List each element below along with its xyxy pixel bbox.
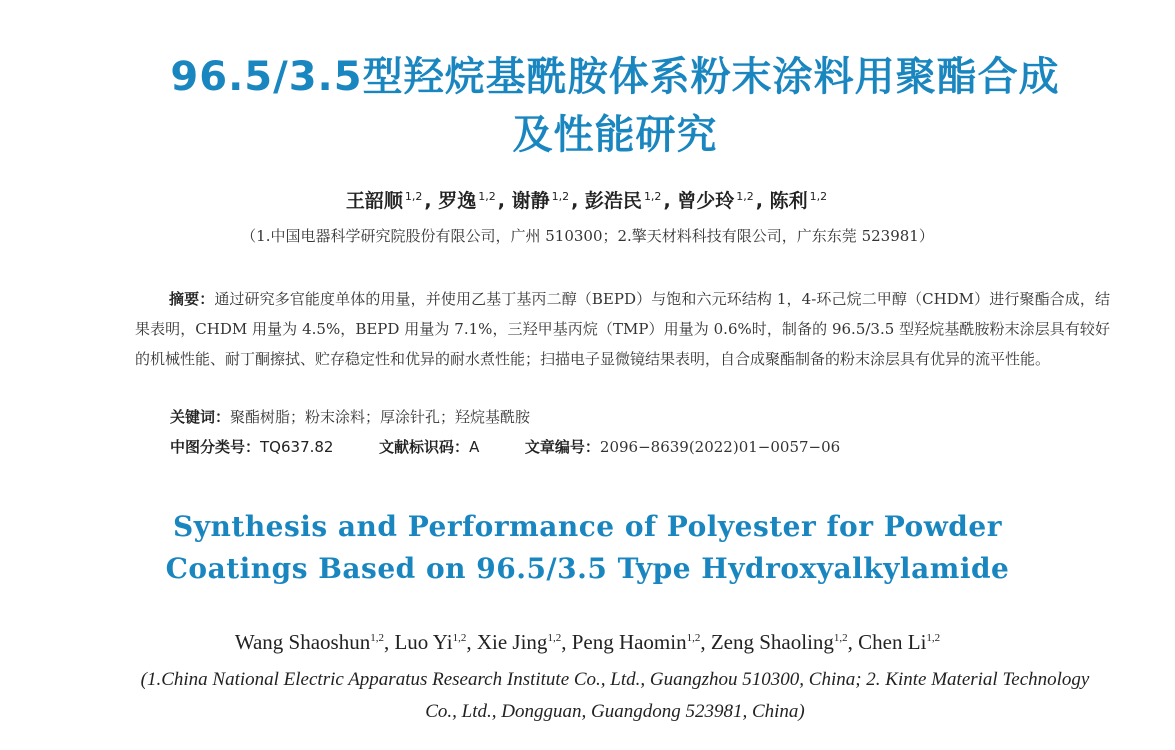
doc-code-value: A <box>469 438 480 456</box>
author: Wang Shaoshun$^{1,2}$, <box>234 630 395 654</box>
chinese-author-list <box>0 186 1175 213</box>
article-no-value: 2096−8639(2022)01−0057−06 <box>599 438 841 456</box>
author: Luo Yi$^{1,2}$, <box>394 630 477 654</box>
chinese-abstract <box>135 284 1110 374</box>
abstract-label: 摘要： <box>169 290 215 308</box>
author: 谢静 $^{1,2}$ , <box>511 189 579 212</box>
chinese-affiliation: （1.中国电器科学研究院股份有限公司，广州 510300；2.擎天材料科技有限公司，广东东莞 523981） <box>241 227 934 245</box>
doc-code-label: 文献标识码： <box>379 438 470 456</box>
author: 罗逸 $^{1,2}$ , <box>438 189 505 212</box>
abstract-text: 通过研究多官能度单体的用量，并使用乙基丁基丙二醇（BEPD）与饱和六元环结构 1，4-环己烷二甲醇（CHDM）进行聚酯合成，结果表明，CHDM 用量为 4.5%，BEPD 用量为 7.1%，三羟甲基丙烷（TMP）用量为 0.6%时，制备的 96.5/3.5 型羟烷基酰胺粉末涂层具有较好的机械性能、耐丁酮擦拭、贮存稳定性和优异的耐水煮性能；扫描电子显微镜结果表明，自合成聚酯制备的粉末涂层具有优异的流平性能。 <box>135 290 1110 368</box>
author: 曾少玲 $^{1,2}$ , <box>677 189 764 212</box>
chinese-title-line-2: 及性能研究 <box>512 112 718 158</box>
author: 彭浩民 $^{1,2}$ , <box>584 189 671 212</box>
english-title-line-2: Coatings Based on 96.5/3.5 Type Hydroxyalkylamide <box>165 552 1010 585</box>
english-author-list <box>0 630 1175 655</box>
english-title-line-1: Synthesis and Performance of Polyester for Powder <box>173 510 1002 543</box>
author: Chen Li$^{1,2}$ <box>858 630 941 654</box>
author: 陈利 $^{1,2}$ <box>769 189 828 212</box>
author: Peng Haomin$^{1,2}$, <box>571 630 711 654</box>
classification-line <box>170 432 840 462</box>
english-affiliation: (1.China National Electric Apparatus Research Institute Co., Ltd., Guangzhou 510300, China; 2. Kinte Material Technology Co., Ltd., Dongguan, Guangdong 523981, China) <box>140 669 1090 722</box>
author: 王韶顺 $^{1,2}$ , <box>345 189 432 212</box>
keywords-label: 关键词： <box>170 408 231 426</box>
chinese-title-line-1: 96.5/3.5型羟烷基酰胺体系粉末涂料用聚酯合成 <box>170 54 1060 100</box>
clc-label: 中图分类号： <box>170 438 261 456</box>
article-no-label: 文章编号： <box>524 438 600 456</box>
author: Xie Jing$^{1,2}$, <box>476 630 572 654</box>
english-title <box>0 506 1175 590</box>
keywords <box>170 402 530 432</box>
keywords-text: 聚酯树脂；粉末涂料；厚涂针孔；羟烷基酰胺 <box>230 408 531 426</box>
chinese-title <box>60 48 1170 164</box>
author: Zeng Shaoling$^{1,2}$, <box>710 630 859 654</box>
clc-value: TQ637.82 <box>260 438 334 456</box>
